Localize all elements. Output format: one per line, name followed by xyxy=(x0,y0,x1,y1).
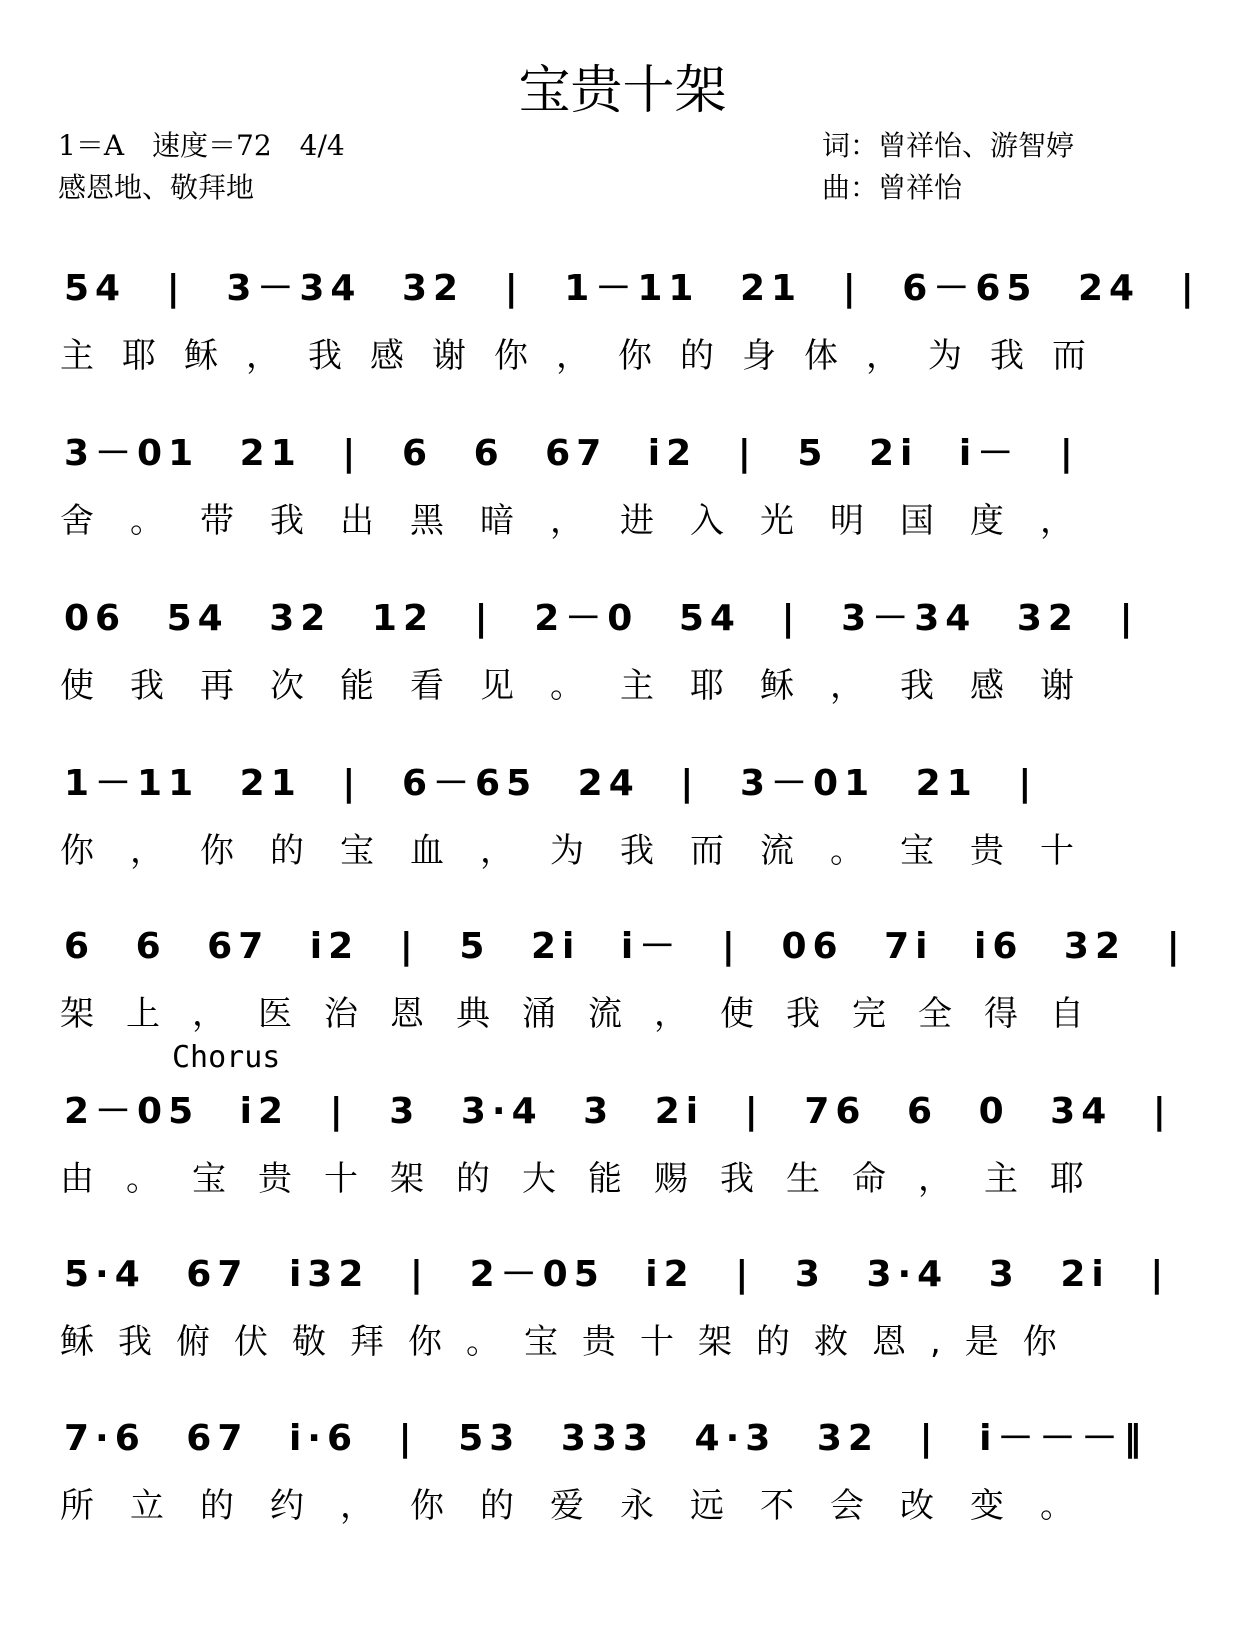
notation-line xyxy=(60,580,1190,639)
score-line-7 xyxy=(60,1236,1190,1386)
notes-text: 6 6 67 i2 | 5 2i i－ | 06 7i i6 32 | xyxy=(64,926,1186,967)
score-line-4 xyxy=(60,745,1190,895)
lyrics-line xyxy=(60,493,1190,541)
lyrics-text: 你，你的宝血，为我而流。宝贵十 xyxy=(60,831,1110,871)
lyrics-text: 使我再次能看见。主耶稣，我感谢 xyxy=(60,666,1110,706)
lyrics-text: 主耶稣，我感谢你，你的身体，为我而 xyxy=(60,336,1114,376)
notes-text: 06 54 32 12 | 2－0 54 | 3－34 32 | xyxy=(64,598,1139,639)
lyrics-text: 舍。带我出黑暗，进入光明国度， xyxy=(60,501,1110,541)
composer-credit: 曲：曾祥怡 xyxy=(822,171,963,204)
chorus-label: Chorus xyxy=(172,1040,281,1075)
notation-line xyxy=(60,415,1190,474)
notes-text: 3－01 21 | 6 6 67 i2 | 5 2i i－ | xyxy=(64,433,1079,474)
notation-line xyxy=(60,745,1190,804)
score-line-8 xyxy=(60,1400,1190,1550)
notes-text: 7·6 67 i·6 | 53 333 4·3 32 | i－－－‖ xyxy=(64,1418,1148,1459)
notes-text: 2－05 i2 | 3 3·4 3 2i | 76 6 0 34 | xyxy=(64,1091,1172,1132)
lyrics-line xyxy=(60,1314,1190,1362)
lyricist-credit: 词：曾祥怡、游智婷 xyxy=(822,129,1075,162)
score-line-1 xyxy=(60,250,1200,400)
notation-line xyxy=(60,1236,1190,1295)
notation-line xyxy=(60,250,1200,309)
lyrics-line xyxy=(60,658,1190,706)
notation-line xyxy=(60,908,1190,967)
song-title: 宝贵十架 xyxy=(518,61,727,121)
lyrics-text: 由。宝贵十架的大能赐我生命，主耶 xyxy=(60,1159,1116,1199)
lyrics-line xyxy=(60,1151,1190,1199)
score-line-5 xyxy=(60,908,1190,1058)
lyrics-line xyxy=(60,986,1190,1034)
score-line-3 xyxy=(60,580,1190,730)
notation-line xyxy=(60,1400,1190,1459)
lyrics-text: 架上，医治恩典涌流，使我完全得自 xyxy=(60,994,1116,1034)
lyrics-line xyxy=(60,328,1190,376)
key-tempo-meter: 1＝A 速度＝72 4/4 xyxy=(58,129,345,162)
notation-line xyxy=(60,1073,1190,1132)
lyrics-text: 稣我俯伏敬拜你。宝贵十架的救恩,是你 xyxy=(60,1322,1081,1362)
lyrics-line xyxy=(60,823,1190,871)
score-line-6 xyxy=(60,1073,1190,1223)
notes-text: 54 | 3－34 32 | 1－11 21 | 6－65 24 | xyxy=(64,268,1200,309)
performance-mood: 感恩地、敬拜地 xyxy=(58,171,255,204)
lyrics-text: 所立的约，你的爱永远不会改变。 xyxy=(60,1486,1110,1526)
notes-text: 1－11 21 | 6－65 24 | 3－01 21 | xyxy=(64,763,1038,804)
notes-text: 5·4 67 i32 | 2－05 i2 | 3 3·4 3 2i | xyxy=(64,1254,1170,1295)
lyrics-line xyxy=(60,1478,1190,1526)
score-line-2 xyxy=(60,415,1190,565)
